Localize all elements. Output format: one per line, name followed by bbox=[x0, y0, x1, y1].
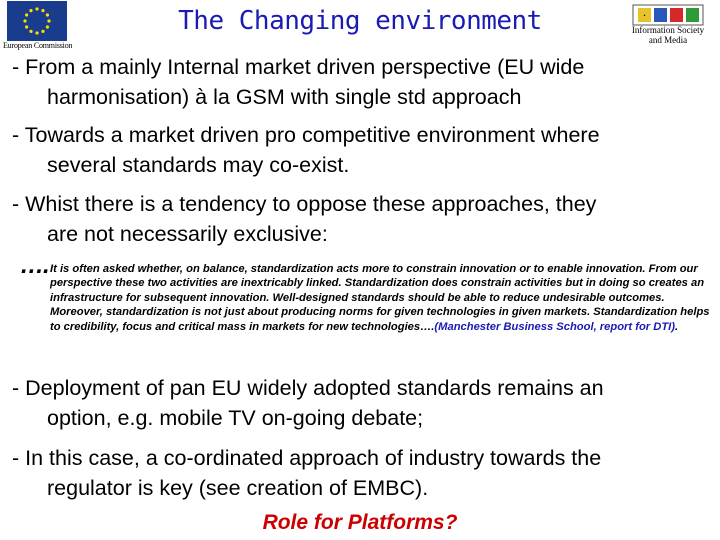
bullet-market-driven bbox=[12, 120, 708, 180]
bullet-internal-market bbox=[12, 52, 708, 112]
bullet-line: harmonisation) à la GSM with single std approach bbox=[47, 85, 522, 109]
quote-tail: . bbox=[675, 320, 679, 333]
isam-mark-icon bbox=[632, 4, 704, 26]
bullet-line: are not necessarily exclusive: bbox=[47, 222, 328, 246]
bullet-deployment bbox=[12, 373, 708, 433]
svg-text:·: · bbox=[642, 9, 647, 22]
eu-logo-caption: European Commission bbox=[3, 41, 73, 50]
bullet-line: - Deployment of pan EU widely adopted standards remains an bbox=[12, 376, 604, 400]
bullet-tendency bbox=[12, 189, 708, 249]
bullet-line: - Whist there is a tendency to oppose these approaches, they bbox=[12, 192, 597, 216]
bullet-line: option, e.g. mobile TV on-going debate; bbox=[47, 406, 424, 430]
bullet-line: several standards may co-exist. bbox=[47, 153, 350, 177]
quote-source: (Manchester Business School, report for DTI) bbox=[434, 320, 675, 333]
bullet-line: - From a mainly Internal market driven perspective (EU wide bbox=[12, 55, 585, 79]
bullet-coordinated-approach bbox=[12, 443, 708, 503]
quote-body: It is often asked whether, on balance, standardization acts more to constrain innovation or to enable innovation. From our perspective these two activities are inextricably linked. Standardization does constrain activities but in doing so creates an infrastructure for subsequent innovation. Well-designed standards should be able to reduce undesirable outcomes. Moreover, standardization is not just about producing norms for given technologies in given markets. Standardization helps to credibility, focus and critical mass in markets for new technologies…. bbox=[50, 263, 710, 333]
isam-caption-line2: and Media bbox=[648, 34, 688, 45]
bullet-line: - Towards a market driven pro competitive environment where bbox=[12, 123, 600, 147]
bullet-line: regulator is key (see creation of EMBC). bbox=[47, 476, 429, 500]
footer-question: Role for Platforms? bbox=[262, 511, 458, 534]
quote-text bbox=[50, 262, 712, 334]
information-society-logo bbox=[620, 2, 716, 54]
page-title: The Changing environment bbox=[178, 6, 542, 36]
quote-ellipsis: …. bbox=[20, 252, 49, 279]
isam-logo-caption bbox=[620, 26, 716, 45]
bullet-line: - In this case, a co-ordinated approach of industry towards the bbox=[12, 446, 602, 470]
isam-caption-line1: Information Society bbox=[631, 25, 705, 35]
